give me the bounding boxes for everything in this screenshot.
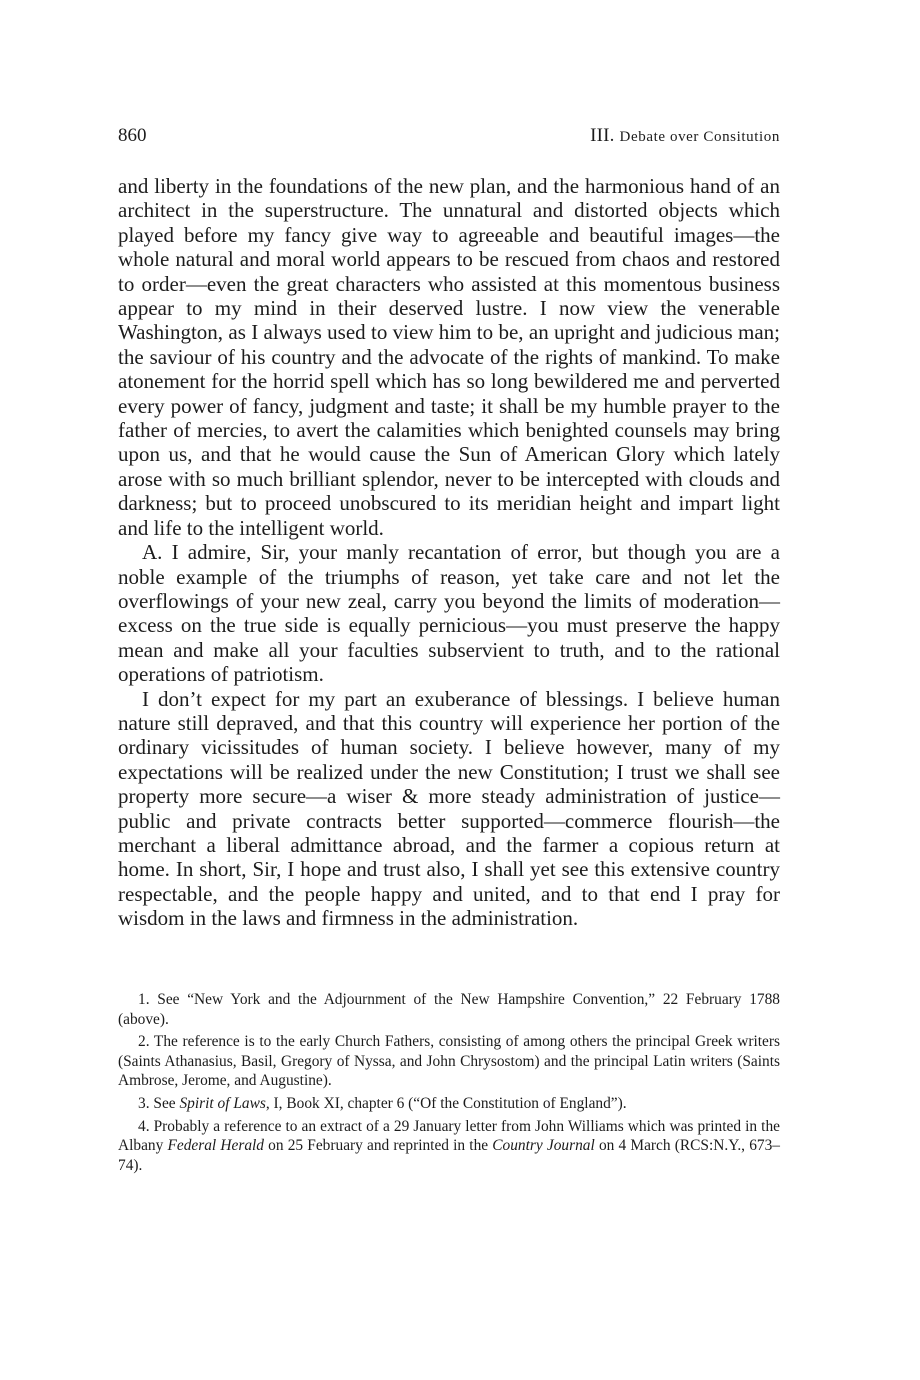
footnote-4 [118, 1117, 780, 1176]
footnotes [118, 990, 780, 1178]
body-text [118, 174, 780, 931]
footnote-4-italic-1: Federal Herald [167, 1137, 264, 1155]
footnote-3 [118, 1094, 780, 1114]
running-title-caps: Debate over Consitution [619, 129, 780, 145]
footnote-1: 1. See “New York and the Adjournment of the New Hampshire Convention,” 22 February 1788 (above). [118, 991, 780, 1028]
running-title [590, 124, 780, 149]
footnote-3-text-a: 3. See [138, 1094, 180, 1112]
footnote-4-text-c: on 4 March (RCS:N.Y., 673–74). [118, 1137, 780, 1174]
running-title-roman: III. [590, 125, 620, 146]
paragraph-3: I don’t expect for my part an exuberance of blessings. I believe human nature still depraved, and that this country will experience her portion of the ordinary vicissitudes of human society. I believe however, many of my expectations will be realized under the new Constitution; I trust we shall see property more secure—a wiser & more steady administration of justice—public and private contracts better supported—commerce flourish—the merchant a liberal admittance abroad, and the farmer a copious return at home. In short, Sir, I hope and trust also, I shall yet see this extensive country respectable, and the people happy and united, and to that end I pray for wisdom in the laws and firmness in the administration. [118, 686, 780, 931]
paragraph-2: A. I admire, Sir, your manly recantation of error, but though you are a noble example of the triumphs of reason, yet take care and not let the overflowings of your new zeal, carry you beyond the limits of moderation—excess on the true side is equally pernicious—you must preserve the happy mean and make all your faculties subservient to truth, and to the rational operations of patriotism. [118, 540, 780, 687]
paragraph-1: and liberty in the foundations of the new plan, and the harmonious hand of an architect in the superstructure. The unnatural and distorted objects which played before my fancy give way to agreeable and beautiful images—the whole natural and moral world appears to be rescued from chaos and restored to order—even the great characters who assisted at this momentous business appear to my mind in their deserved lustre. I now view the venerable Washington, as I always used to view him to be, an upright and judicious man; the saviour of his country and the advocate of the rights of mankind. To make atonement for the horrid spell which has so long bewildered me and perverted every power of fancy, judgment and taste; it shall be my humble prayer to the father of mercies, to avert the calamities which benighted counsels may bring upon us, and that he would cause the Sun of American Glory which lately arose with so much brilliant splendor, never to be intercepted with clouds and darkness; but to proceed unobscured to its meridian height and impart light and life to the intelligent world. [118, 174, 780, 540]
page-number: 860 [118, 125, 147, 146]
footnote-4-text-b: on 25 February and reprinted in the [263, 1137, 493, 1155]
footnote-4-italic-2: Country Journal [492, 1137, 595, 1155]
footnote-2: 2. The reference is to the early Church Fathers, consisting of among others the principal Greek writers (Saints Athanasius, Basil, Gregory of Nyssa, and John Chrysostom) and the principal Latin writers (Saints Ambrose, Jerome, and Augustine). [118, 1033, 780, 1090]
document-page [118, 0, 780, 1380]
footnote-4-text-a: 4. Probably a reference to an extract of a 29 January letter from John Williams which was printed in the Albany [118, 1117, 780, 1155]
footnote-3-italic-title: Spirit of Laws [179, 1094, 266, 1112]
footnote-3-text-b: , I, Book XI, chapter 6 (“Of the Constitution of England”). [265, 1094, 627, 1112]
